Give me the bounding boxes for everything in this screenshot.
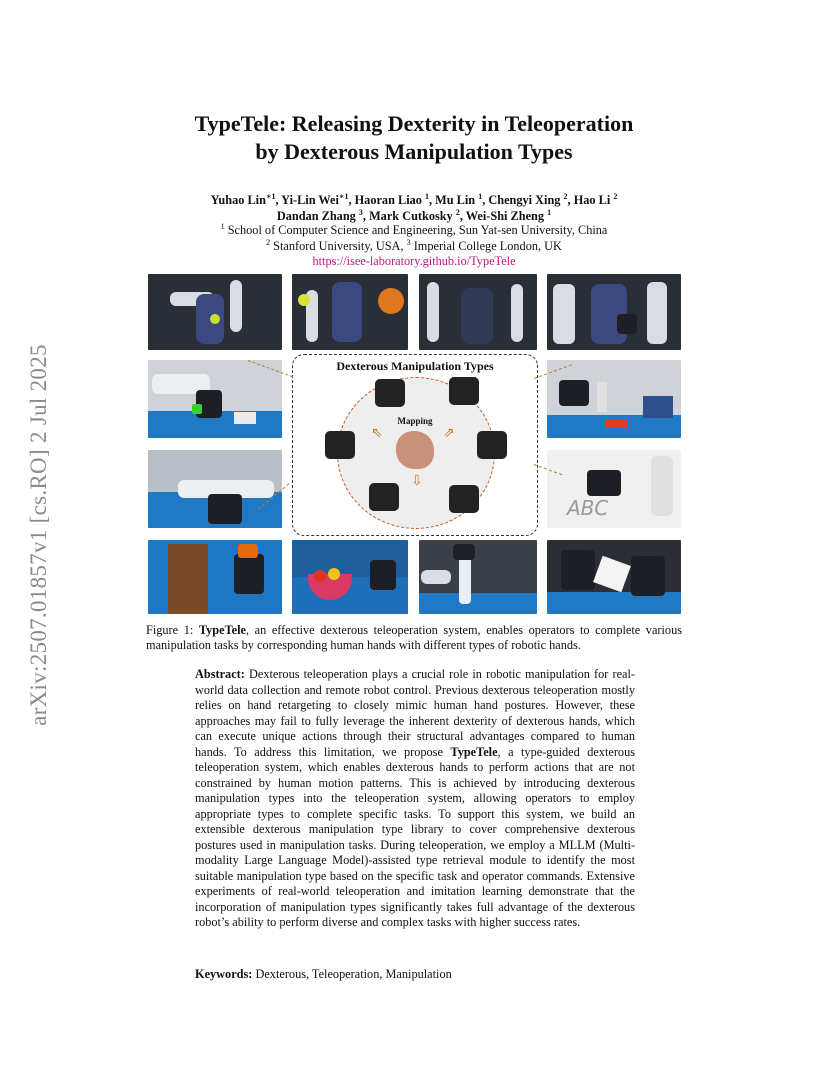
author: Hao Li	[573, 193, 611, 207]
robot-hand-type-2	[449, 377, 479, 405]
photo-right-3	[547, 450, 681, 528]
human-hand-image	[396, 431, 434, 469]
abstract: Abstract: Dexterous teleoperation plays a crucial role in robotic manipulation for real-world data collection and remote robot control. Previous dexterous teleoperation mostly relies on hand retargeting to closely mimic human hand postures. However, these approaches may fail to fully leverage the inherent dexterity of dexterous hands, which can execute unique actions through their structural advantages compared to human hands. To address this limitation, we propose TypeTele, a type-guided dexterous teleoperation system, which enables dexterous hands to perform actions that are not constrained by human motion patterns. This is achieved by introducing dexterous manipulation types into the teleoperation system, allowing operators to employ appropriate types to complete specific tasks. To support this system, we build an extensible dexterous manipulation type library to cover comprehensive dexterous postures used in manipulation tasks. During teleoperation, we employ a MLLM (Multi-modality Large Language Model)-assisted type retrieval module to identify the most suitable manipulation type based on the specific task and operator commands. Extensive experiments of real-world teleoperation and imitation learning demonstrate that the incorporation of manipulation types significantly takes full advantage of the dexterous robot’s ability to perform diverse and complex tasks with higher success rates.	[195, 667, 636, 929]
affiliations: $^1$ School of Computer Science and Engineering, Sun Yat-sen University, China $^2$ Stanford University, USA, $^3$ Imperial College London, UK https://isee-laboratory.github.io/TypeTele	[220, 221, 608, 268]
photo-teleop-3	[419, 274, 537, 350]
robot-hand-type-4	[477, 431, 507, 459]
photo-right-4	[547, 540, 681, 614]
author-list: Yuhao Lin$^{∗1}$, Yi-Lin Wei$^{∗1}$, Haoran Liao $^1$, Mu Lin $^1$, Chengyi Xing $^2$, Hao Li $^2$ Dandan Zhang $^3$, Mark Cutkosky $^2$, Wei-Shi Zheng $^1$	[210, 191, 618, 223]
figure-caption: Figure 1: TypeTele, an effective dexterous teleoperation system, enables operators to complete various manipulation tasks by corresponding human hands with different types of robotic hands.	[146, 623, 683, 652]
abstract-label: Abstract:	[195, 667, 245, 681]
mapping-arrow-icon: ⇗	[443, 425, 455, 441]
author: Haoran Liao	[354, 193, 422, 207]
photo-bottom-3	[419, 540, 537, 614]
manipulation-types-panel	[292, 354, 538, 536]
author: Yuhao Lin	[210, 193, 266, 207]
author: Mark Cutkosky	[369, 209, 453, 223]
photo-teleop-2	[292, 274, 408, 350]
mapping-arrow-icon: ⇩	[411, 473, 423, 489]
robot-hand-type-6	[449, 485, 479, 513]
keywords-label: Keywords:	[195, 967, 253, 981]
whiteboard-text: ABC	[567, 496, 609, 520]
photo-bottom-2	[292, 540, 408, 614]
paper-title	[120, 110, 708, 166]
mapping-label: Mapping	[397, 416, 433, 426]
keywords: Keywords: Dexterous, Teleoperation, Manipulation	[195, 967, 452, 981]
project-url-link[interactable]: https://isee-laboratory.github.io/TypeTele	[312, 254, 516, 268]
mapping-arrow-icon: ⇖	[371, 425, 383, 441]
photo-left-3	[148, 450, 282, 528]
photo-left-4	[148, 540, 282, 614]
title-line-2: by Dexterous Manipulation Types	[255, 139, 573, 164]
author: Mu Lin	[435, 193, 476, 207]
author: Chengyi Xing	[488, 193, 561, 207]
figure-1	[148, 274, 681, 614]
robot-hand-type-1	[375, 379, 405, 407]
panel-title: Dexterous Manipulation Types	[336, 359, 494, 373]
author: Dandan Zhang	[276, 209, 356, 223]
author: Yi-Lin Wei	[281, 193, 339, 207]
robot-hand-type-5	[369, 483, 399, 511]
photo-teleop-1	[148, 274, 282, 350]
arxiv-identifier: arXiv:2507.01857v1 [cs.RO] 2 Jul 2025	[26, 344, 51, 726]
photo-right-2	[547, 360, 681, 438]
title-line-1: TypeTele: Releasing Dexterity in Teleoperation	[194, 111, 634, 136]
robot-hand-type-3	[325, 431, 355, 459]
photo-teleop-4	[547, 274, 681, 350]
author: Wei-Shi Zheng	[465, 209, 545, 223]
photo-left-2	[148, 360, 282, 438]
